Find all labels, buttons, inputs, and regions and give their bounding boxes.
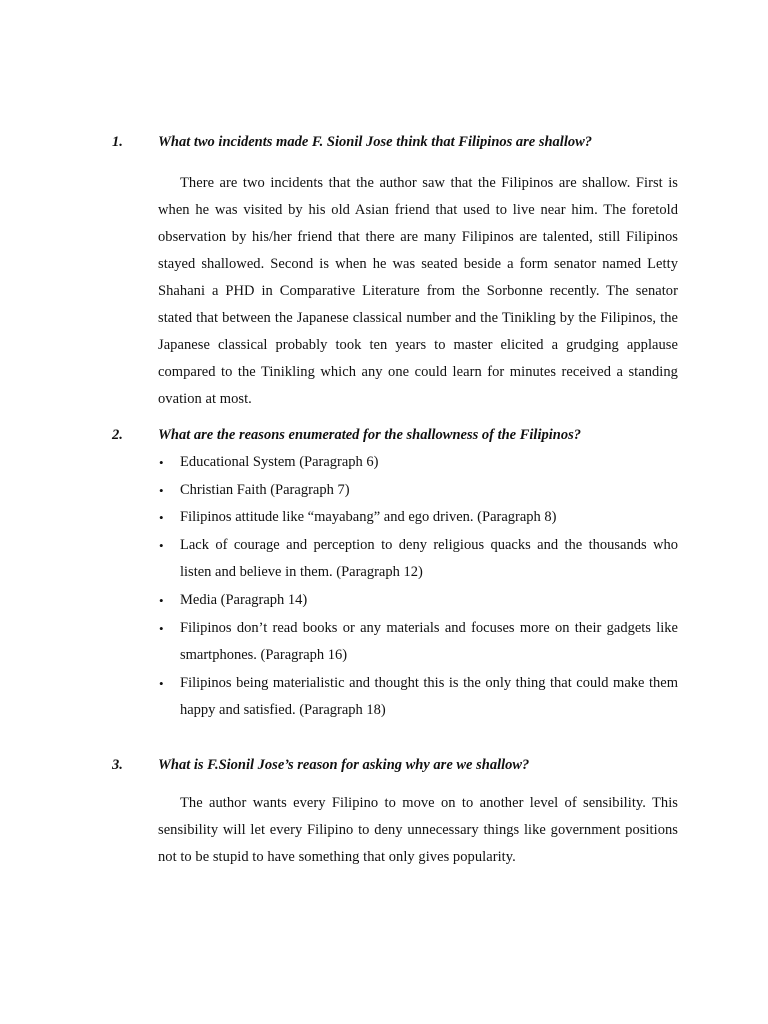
answer-3-paragraph: The author wants every Filipino to move on to another level of sensibility. This sensibility will let every Filipino to deny unnecessary things like government positions not to be stupid to have something that only gives popularity.	[158, 795, 678, 865]
answer-1-paragraph: There are two incidents that the author saw that the Filipinos are shallow. First is when he was visited by his old Asian friend that used to live near him. The foretold observation by his/her friend that there are many Filipinos are talented, still Filipinos stayed shallowed. Second is when he was seated beside a form senator named Letty Shahani a PHD in Comparative Literature from the Sorbonne recently. The senator stated that between the Japanese classical number and the Tinikling by the Filipinos, the Japanese classical probably took ten years to master elicited a grudging applause compared to the Tinikling which any one could learn for minutes received a standing ovation at most.	[158, 175, 678, 407]
list-item	[158, 587, 678, 615]
question-1-heading	[112, 134, 692, 151]
list-item-text: Christian Faith (Paragraph 7)	[180, 481, 350, 498]
bullet-icon: •	[159, 537, 164, 553]
question-1-text: What two incidents made F. Sionil Jose think that Filipinos are shallow?	[158, 134, 593, 150]
question-3-number: 3.	[112, 757, 123, 773]
list-item-text: Filipinos don’t read books or any materials and focuses more on their gadgets like smartphones. (Paragraph 16)	[180, 619, 678, 664]
bullet-icon: •	[159, 482, 164, 498]
list-item	[158, 504, 678, 532]
list-item-text: Filipinos attitude like “mayabang” and ego driven. (Paragraph 8)	[180, 509, 557, 526]
bullet-icon: •	[159, 510, 164, 526]
question-3-text: What is F.Sionil Jose’s reason for asking why are we shallow?	[158, 757, 530, 773]
list-item-text: Filipinos being materialistic and thought this is the only thing that could make them happy and satisfied. (Paragraph 18)	[180, 674, 678, 719]
reasons-list	[158, 449, 678, 725]
list-item-text: Lack of courage and perception to deny religious quacks and the thousands who listen and believe in them. (Paragraph 12)	[180, 536, 678, 581]
bullet-icon: •	[159, 675, 164, 691]
list-item-text: Media (Paragraph 14)	[180, 591, 308, 608]
bullet-icon: •	[159, 455, 164, 470]
list-item	[158, 670, 678, 725]
list-item	[158, 449, 678, 477]
list-item	[158, 615, 678, 670]
list-item-text: Educational System (Paragraph 6)	[180, 454, 379, 470]
question-3-heading	[112, 757, 692, 774]
list-item	[158, 477, 678, 505]
question-2-number: 2.	[112, 427, 123, 443]
question-2-heading	[112, 427, 692, 444]
bullet-icon: •	[159, 592, 164, 608]
bullet-icon: •	[159, 620, 164, 636]
list-item	[158, 532, 678, 587]
question-1-number: 1.	[112, 134, 123, 150]
question-2-text: What are the reasons enumerated for the shallowness of the Filipinos?	[158, 427, 581, 443]
